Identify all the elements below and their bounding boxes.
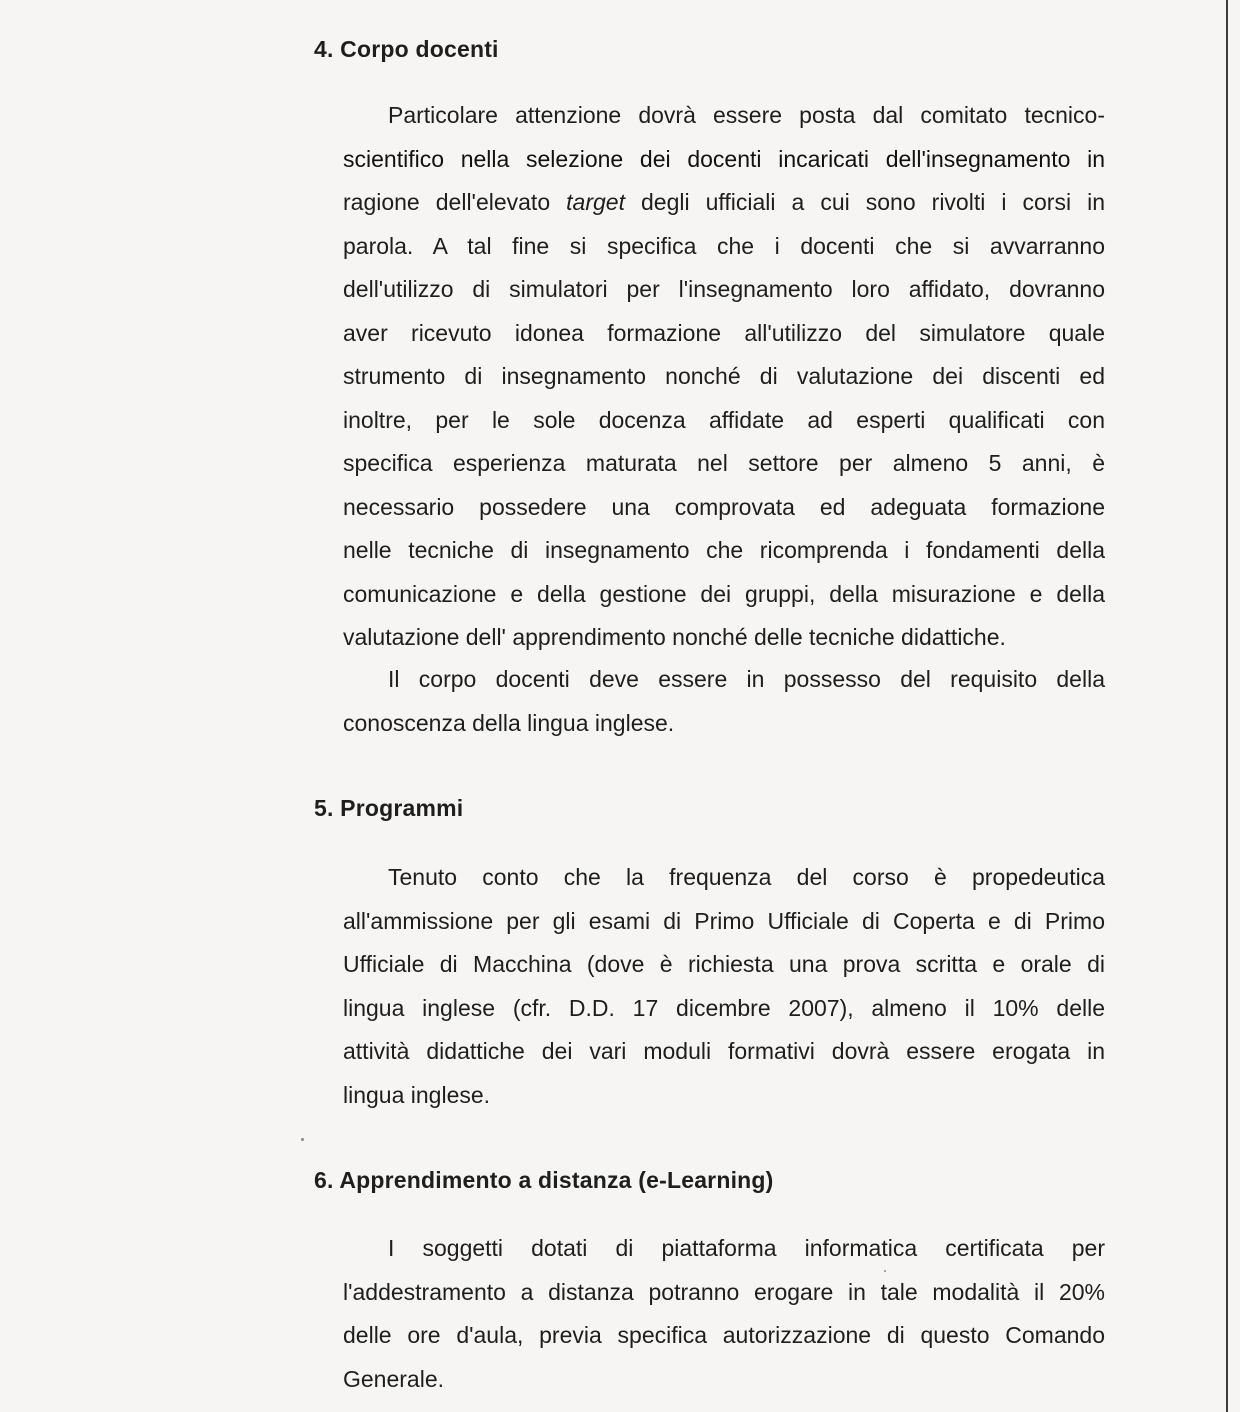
- text-line: inoltre, per le sole docenza affidate ad esperti qualificati con: [343, 406, 1105, 433]
- text-line: lingua inglese.: [343, 1081, 491, 1108]
- text-line: Particolare attenzione dovrà essere posta dal comitato tecnico-: [388, 102, 1105, 128]
- text-line: Tenuto conto che la frequenza del corso è propedeutica: [388, 864, 1105, 890]
- text-line: lingua inglese (cfr. D.D. 17 dicembre 2007), almeno il 10% delle: [343, 994, 1105, 1021]
- paragraph-corpo-docenti-1: [343, 94, 1105, 660]
- text-line: specifica esperienza maturata nel settore per almeno 5 anni, è: [343, 450, 1105, 476]
- text-line: valutazione dell' apprendimento nonché delle tecniche didattiche.: [343, 624, 1006, 650]
- paragraph-corpo-docenti-2: [343, 658, 1105, 745]
- text-line: all'ammissione per gli esami di Primo Ufficiale di Coperta e di Primo: [343, 907, 1105, 934]
- scan-speck: [301, 1138, 304, 1141]
- text-line: Il corpo docenti deve essere in possesso del requisito della: [388, 666, 1105, 692]
- text-line: Generale.: [343, 1365, 445, 1392]
- text-line: Ufficiale di Macchina (dove è richiesta una prova scritta e orale di: [343, 951, 1105, 977]
- text-line: dell'utilizzo di simulatori per l'insegnamento loro affidato, dovranno: [343, 276, 1105, 302]
- section-heading-e-learning: 6. Apprendimento a distanza (e-Learning): [314, 1167, 774, 1193]
- page-edge-shadow: [1226, 0, 1228, 1412]
- paragraph-programmi: [343, 856, 1105, 1117]
- text-line: nelle tecniche di insegnamento che ricomprenda i fondamenti della: [343, 537, 1105, 563]
- text-line: ragione dell'elevato target degli ufficiali a cui sono rivolti i corsi in: [343, 189, 1105, 215]
- text-line: conoscenza della lingua inglese.: [343, 709, 675, 736]
- text-line: attività didattiche dei vari moduli formativi dovrà essere erogata in: [343, 1038, 1105, 1064]
- text-line: aver ricevuto idonea formazione all'utilizzo del simulatore quale: [343, 319, 1105, 346]
- text-line: comunicazione e della gestione dei gruppi, della misurazione e della: [343, 580, 1105, 607]
- text-line: I soggetti dotati di piattaforma informatica certificata per: [388, 1235, 1105, 1261]
- text-line: scientifico nella selezione dei docenti incaricati dell'insegnamento in: [343, 145, 1105, 172]
- section-heading-corpo-docenti: 4. Corpo docenti: [314, 36, 499, 62]
- paragraph-e-learning: [343, 1227, 1105, 1401]
- text-line: parola. A tal fine si specifica che i docenti che si avvarranno: [343, 232, 1105, 259]
- italic-emphasis: target: [566, 189, 625, 215]
- text-line: delle ore d'aula, previa specifica autorizzazione di questo Comando: [343, 1322, 1105, 1348]
- text-line: necessario possedere una comprovata ed adeguata formazione: [343, 493, 1105, 520]
- text-line: strumento di insegnamento nonché di valutazione dei discenti ed: [343, 363, 1105, 389]
- text-line: l'addestramento a distanza potranno erogare in tale modalità il 20%: [343, 1278, 1105, 1305]
- section-heading-programmi: 5. Programmi: [314, 795, 464, 821]
